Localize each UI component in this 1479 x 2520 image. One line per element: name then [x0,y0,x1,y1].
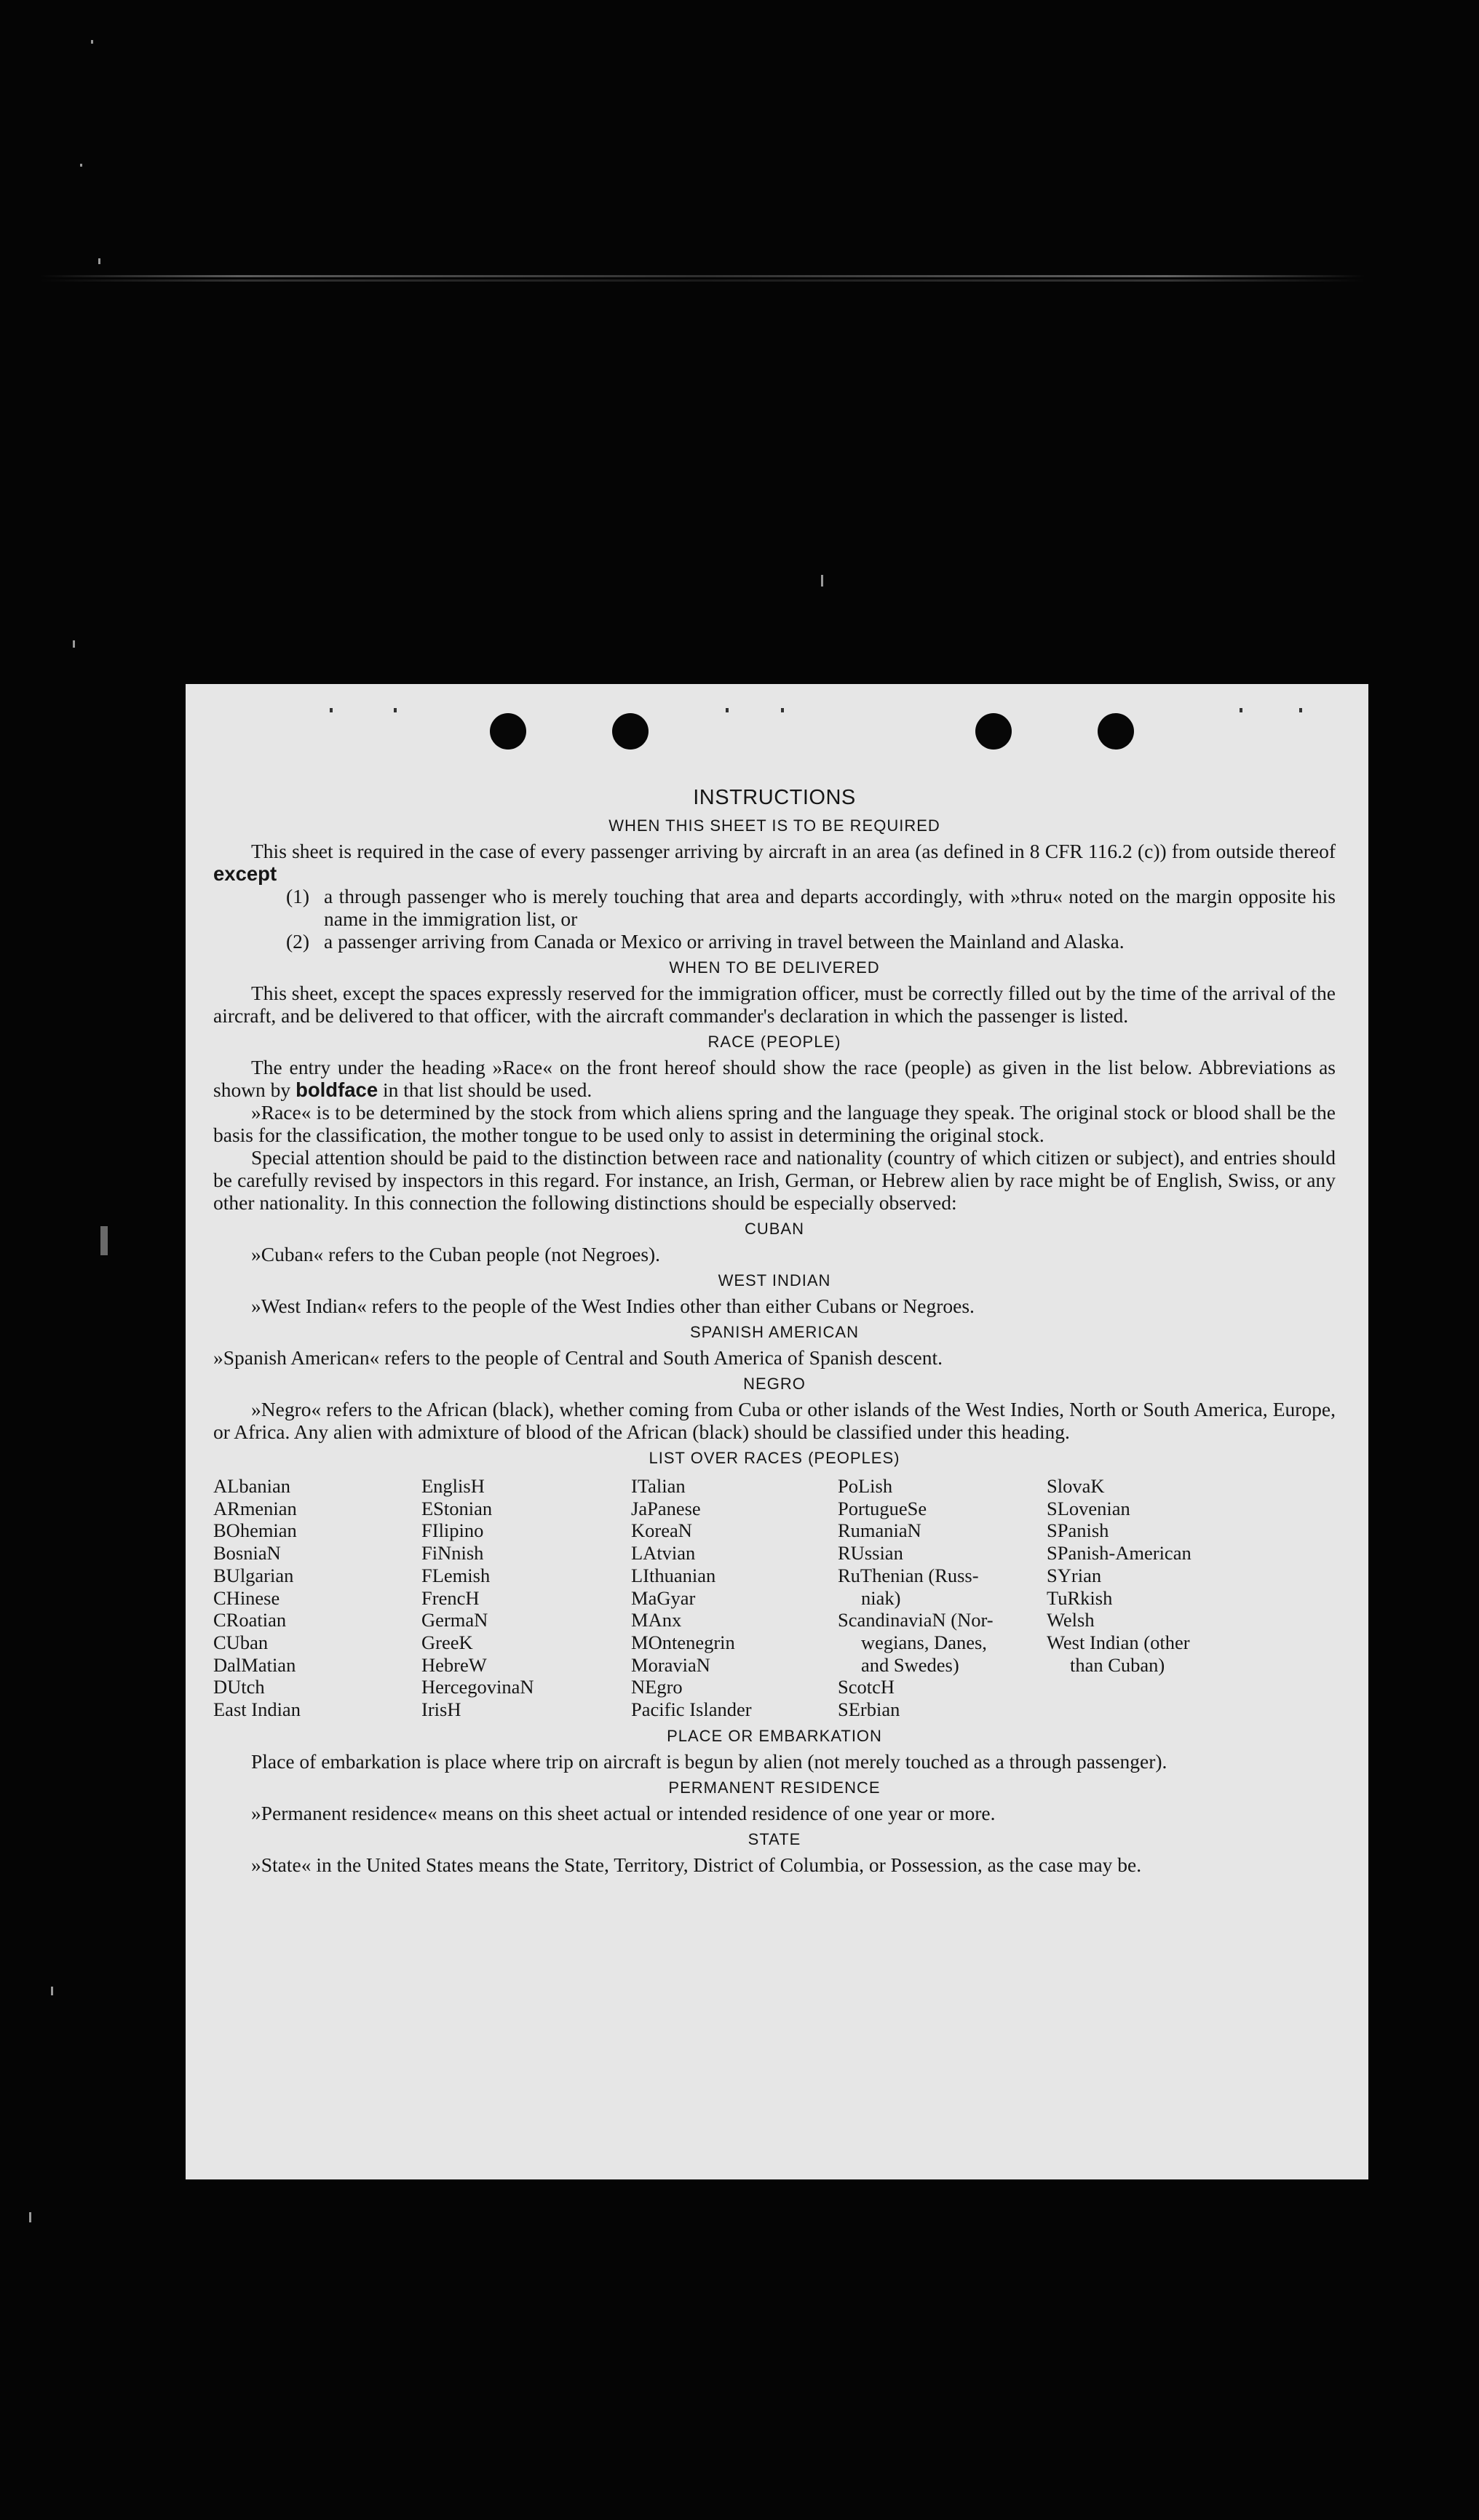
paragraph-state: »State« in the United States means the State, Territory, District of Columbia, or Possession, as the case may be. [251,1853,1142,1876]
race-entry: RuThenian (Russ- [838,1564,979,1586]
race-entry: SPanish-American [1047,1542,1191,1565]
race-entry-continuation: than Cuban) [1070,1653,1165,1676]
except-word: except [213,862,277,885]
race-entry: SErbian [838,1698,900,1721]
race-entry: LAtvian [631,1542,696,1565]
race-entry: GermaN [421,1609,488,1631]
scan-edge-line [40,275,1365,277]
paragraph-negro: »Negro« refers to the African (black), whether coming from Cuba or other islands of the West Indies, North or South America, Europe, or Africa. Any alien with admixture of blood of the African (black) should be classified under this heading. [213,1398,1336,1443]
paper-mark [1299,708,1302,712]
race-entry: SlovaK [1047,1475,1105,1497]
race-entry: ARmenian [213,1497,297,1519]
paragraph-race-3: Special attention should be paid to the distinction between race and nationality (country of which citizen or subject), and entries should be carefully revised by inspectors in this regard. For instance, an Irish, German, or Hebrew alien by race might be of English, Swiss, or any other nationality. In this connection the following distinctions should be especially observed: [213,1146,1336,1214]
punch-hole [612,713,649,750]
race-entry: MAnx [631,1609,682,1631]
race-entry: BUlgarian [213,1564,294,1586]
race-entry: JaPanese [631,1497,701,1519]
paragraph-when-delivered: This sheet, except the spaces expressly reserved for the immigration officer, must be correctly filled out by the time of the arrival of the aircraft, and be delivered to that officer, with the aircraft commander's declaration in which the passenger is listed. [213,982,1336,1027]
race-entry: FIlipino [421,1519,484,1542]
race-entry-continuation: wegians, Danes, [861,1631,987,1653]
paragraph-permanent-residence: »Permanent residence« means on this sheet actual or intended residence of one year or more. [251,1801,996,1824]
race-column [421,1475,631,1721]
race-entry: DUtch [213,1676,265,1698]
race-entry: Welsh [1047,1609,1095,1631]
race-entry: ScandinaviaN (Nor- [838,1609,994,1631]
race-entry: East Indian [213,1698,301,1721]
race-entry: HebreW [421,1653,487,1676]
heading-permanent-residence: PERMANENT RESIDENCE [668,1778,881,1797]
punch-hole [1098,713,1134,750]
heading-state: STATE [748,1829,801,1848]
race-list [213,1475,1336,1721]
paper-mark [394,708,397,712]
heading-list-over-races: LIST OVER RACES (PEOPLES) [649,1449,900,1467]
race-entry: LIthuanian [631,1564,716,1586]
race-entry: MaGyar [631,1586,696,1609]
paragraph-spanish-american: »Spanish American« refers to the people of Central and South America of Spanish descent. [213,1346,943,1369]
race-entry: DalMatian [213,1653,296,1676]
scan-speck [29,2212,31,2222]
paragraph-west-indian: »West Indian« refers to the people of the West Indies other than either Cubans or Negroes. [251,1295,975,1317]
punch-hole [490,713,526,750]
paper-mark [781,708,784,712]
scan-speck [51,1987,53,1995]
race-entry: FrencH [421,1586,480,1609]
race-entry-continuation: niak) [861,1586,901,1609]
scan-speck [91,40,93,44]
race-entry: NEgro [631,1676,683,1698]
race-entry: EnglisH [421,1475,485,1497]
race-entry: PoLish [838,1475,893,1497]
race-entry: MoraviaN [631,1653,710,1676]
exception-item: (1) a through passenger who is merely touching that area and departs accordingly, with »thru« noted on the margin opposite his name in the immigration list, or [286,885,1336,930]
heading-race: RACE (PEOPLE) [707,1033,841,1051]
scan-speck [100,1226,108,1255]
race-entry: IrisH [421,1698,461,1721]
race-entry: CUban [213,1631,269,1653]
paragraph-race-2: »Race« is to be determined by the stock from which aliens spring and the language they speak. The original stock or blood shall be the basis for the classification, the mother tongue to be used only to assist in determining the original stock. [213,1101,1336,1146]
paragraph-embarkation: Place of embarkation is place where trip on aircraft is begun by alien (not merely touched as a through passenger). [251,1749,1167,1773]
race-entry: BosniaN [213,1542,281,1565]
race-column [1047,1475,1265,1721]
heading-cuban: CUBAN [744,1220,804,1238]
race-entry: SLovenian [1047,1497,1130,1519]
race-entry: Pacific Islander [631,1698,752,1721]
scan-speck [98,258,100,264]
paper-mark [1240,708,1242,712]
race-entry: ITalian [631,1475,686,1497]
race-column [631,1475,838,1721]
race-column [213,1475,421,1721]
race-entry: PortugueSe [838,1497,927,1519]
heading-embarkation: PLACE OR EMBARKATION [667,1726,882,1745]
paper-mark [726,708,729,712]
heading-when-delivered: WHEN TO BE DELIVERED [669,958,880,977]
race-column [838,1475,1047,1721]
race-entry: RUssian [838,1542,903,1565]
boldface-word: boldface [296,1078,378,1101]
paragraph-cuban: »Cuban« refers to the Cuban people (not Negroes). [251,1243,661,1265]
race-entry: GreeK [421,1631,473,1653]
race-entry: EStonian [421,1497,493,1519]
race-entry: HercegovinaN [421,1676,534,1698]
paper-mark [330,708,333,712]
exception-item: (2) a passenger arriving from Canada or Mexico or arriving in travel between the Mainland and Alaska. [286,930,1125,953]
race-entry: FiNnish [421,1542,484,1565]
race-entry: SYrian [1047,1564,1102,1586]
race-entry: MOntenegrin [631,1631,735,1653]
race-entry: West Indian (other [1047,1631,1190,1653]
paragraph-race-1: The entry under the heading »Race« on the front hereof should show the race (people) as given in the list below. Abbreviations as shown by boldface in that list should be used. [213,1056,1336,1101]
document-title: INSTRUCTIONS [693,786,856,809]
race-entry: CHinese [213,1586,280,1609]
race-entry-continuation: and Swedes) [861,1653,959,1676]
scan-edge-line-faint [40,279,1365,282]
scan-speck [80,164,82,167]
heading-negro: NEGRO [743,1375,806,1393]
heading-when-required: WHEN THIS SHEET IS TO BE REQUIRED [608,816,940,835]
instruction-sheet [186,684,1368,2179]
race-entry: BOhemian [213,1519,297,1542]
race-entry: FLemish [421,1564,491,1586]
race-entry: ALbanian [213,1475,290,1497]
scan-speck [73,640,75,648]
race-entry: ScotcH [838,1676,895,1698]
punch-hole [975,713,1012,750]
heading-west-indian: WEST INDIAN [718,1271,831,1289]
instructions-text [213,784,1336,1876]
race-entry: KoreaN [631,1519,692,1542]
race-entry: SPanish [1047,1519,1109,1542]
heading-spanish-american: SPANISH AMERICAN [690,1323,859,1341]
race-entry: CRoatian [213,1609,287,1631]
race-entry: RumaniaN [838,1519,921,1542]
scan-speck [821,575,823,587]
race-entry: TuRkish [1047,1586,1113,1609]
paragraph-when-required: This sheet is required in the case of every passenger arriving by aircraft in an area (as defined in 8 CFR 116.2 (c)) from outside thereof except [213,840,1336,885]
